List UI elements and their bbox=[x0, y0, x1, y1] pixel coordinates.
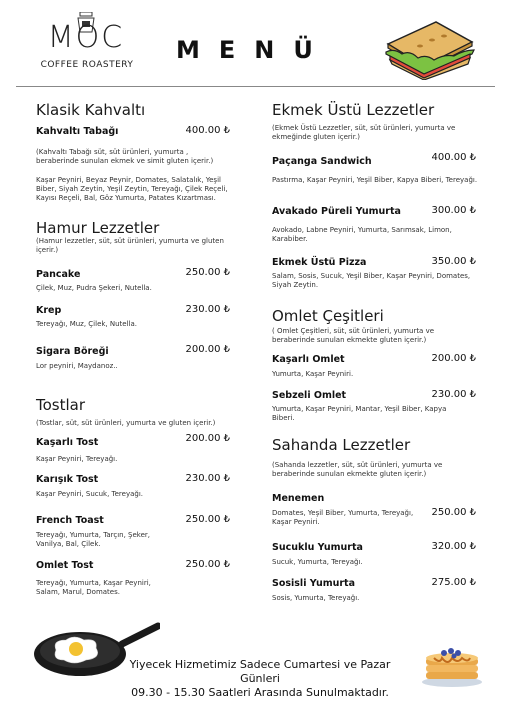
section-note-omlet-cesitleri: ( Omlet Çeşitleri, süt, süt ürünleri, yumurta ve beraberinde sunulan ekmekte gluten içerir.) bbox=[272, 327, 435, 344]
item-desc-menemen: Domates, Yeşil Biber, Yumurta, Tereyağı, Kaşar Peyniri. bbox=[272, 509, 414, 526]
item-name-french-toast: French Toast bbox=[36, 515, 104, 526]
item-price-karisik-tost: 230.00 ₺ bbox=[185, 473, 230, 484]
item-desc-karisik-tost: Kaşar Peyniri, Sucuk, Tereyağı. bbox=[36, 490, 144, 498]
item-desc-kasarli-omlet: Yumurta, Kaşar Peyniri. bbox=[272, 370, 354, 378]
item-price-menemen: 250.00 ₺ bbox=[431, 507, 476, 518]
item-price-sigara-boregi: 200.00 ₺ bbox=[185, 344, 230, 355]
item-desc-sucuklu-yumurta: Sucuk, Yumurta, Tereyağı. bbox=[272, 558, 363, 566]
item-desc-pacanga-sandwich: Pastırma, Kaşar Peyniri, Yeşil Biber, Kapya Biberi, Tereyağı. bbox=[272, 176, 478, 184]
item-price-omlet-tost: 250.00 ₺ bbox=[185, 559, 230, 570]
section-title-hamur-lezzetler: Hamur Lezzetler bbox=[36, 219, 160, 237]
item-name-pancake: Pancake bbox=[36, 269, 81, 280]
item-name-kasarli-omlet: Kaşarlı Omlet bbox=[272, 354, 345, 365]
item-desc-sebzeli-omlet: Yumurta, Kaşar Peyniri, Mantar, Yeşil Biber, Kapya Biberi. bbox=[272, 405, 447, 422]
item-price-krep: 230.00 ₺ bbox=[185, 304, 230, 315]
item-desc-sigara-boregi: Lor peyniri, Maydanoz.. bbox=[36, 362, 118, 370]
item-desc-krep: Tereyağı, Muz, Çilek, Nutella. bbox=[36, 320, 138, 328]
item-name-krep: Krep bbox=[36, 305, 62, 316]
item-name-avakado-pureli-yumurta: Avakado Püreli Yumurta bbox=[272, 206, 401, 217]
item-desc-kahvalti-tabagi: Kaşar Peyniri, Beyaz Peynir, Domates, Salatalık, Yeşil Biber, Siyah Zeytin, Yeşil Zeytin, Tereyağı, Çilek Reçeli, Kayısı Reçeli, Bal, Göz Yumurta, Patates Kızartması. bbox=[36, 176, 228, 202]
item-price-sebzeli-omlet: 230.00 ₺ bbox=[431, 389, 476, 400]
section-note-klasik-kahvalti: (Kahvaltı Tabağı süt, süt ürünleri, yumurta , beraberinde sunulan ekmek ve simit gluten içerir.) bbox=[36, 148, 214, 165]
item-price-avakado-pureli-yumurta: 300.00 ₺ bbox=[431, 205, 476, 216]
section-note-hamur-lezzetler: (Hamur lezzetler, süt, süt ürünleri, yumurta ve gluten içerir.) bbox=[36, 237, 224, 254]
item-desc-omlet-tost: Tereyağı, Yumurta, Kaşar Peyniri, Salam, Marul, Domates. bbox=[36, 579, 151, 596]
item-price-sosisli-yumurta: 275.00 ₺ bbox=[431, 577, 476, 588]
page-title: MENÜ bbox=[176, 36, 332, 64]
pancakes-illustration bbox=[420, 642, 484, 688]
item-desc-pancake: Çilek, Muz, Pudra Şekeri, Nutella. bbox=[36, 284, 152, 292]
item-name-sigara-boregi: Sigara Böreği bbox=[36, 346, 109, 357]
item-name-sucuklu-yumurta: Sucuklu Yumurta bbox=[272, 542, 363, 553]
item-desc-kasarli-tost: Kaşar Peyniri, Tereyağı. bbox=[36, 455, 118, 463]
item-price-ekmek-ustu-pizza: 350.00 ₺ bbox=[431, 256, 476, 267]
item-price-kasarli-omlet: 200.00 ₺ bbox=[431, 353, 476, 364]
footer-line-1: Yiyecek Hizmetimiz Sadece Cumartesi ve Pazar Günleri bbox=[129, 658, 391, 685]
item-price-sucuklu-yumurta: 320.00 ₺ bbox=[431, 541, 476, 552]
item-name-sebzeli-omlet: Sebzeli Omlet bbox=[272, 390, 347, 401]
item-desc-ekmek-ustu-pizza: Salam, Sosis, Sucuk, Yeşil Biber, Kaşar Peyniri, Domates, Siyah Zeytin. bbox=[272, 272, 471, 289]
item-name-pacanga-sandwich: Paçanga Sandwich bbox=[272, 156, 372, 167]
footer-note bbox=[110, 658, 410, 700]
item-name-karisik-tost: Karışık Tost bbox=[36, 474, 99, 485]
item-price-pancake: 250.00 ₺ bbox=[185, 267, 230, 278]
header-divider bbox=[16, 86, 495, 87]
section-title-sahanda-lezzetler: Sahanda Lezzetler bbox=[272, 436, 411, 454]
section-title-tostlar: Tostlar bbox=[36, 396, 86, 414]
logo-subtitle: COFFEE ROASTERY bbox=[40, 60, 134, 70]
item-name-sosisli-yumurta: Sosisli Yumurta bbox=[272, 578, 356, 589]
footer-line-2: 09.30 - 15.30 Saatleri Arasında Sunulmaktadır. bbox=[131, 686, 389, 699]
item-name-ekmek-ustu-pizza: Ekmek Üstü Pizza bbox=[272, 257, 367, 268]
item-desc-sosisli-yumurta: Sosis, Yumurta, Tereyağı. bbox=[272, 594, 360, 602]
item-name-menemen: Menemen bbox=[272, 493, 325, 504]
item-price-pacanga-sandwich: 400.00 ₺ bbox=[431, 152, 476, 163]
section-title-omlet-cesitleri: Omlet Çeşitleri bbox=[272, 307, 384, 325]
logo bbox=[36, 12, 136, 74]
item-desc-avakado-pureli-yumurta: Avokado, Labne Peyniri, Yumurta, Sarımsak, Limon, Karabiber. bbox=[272, 226, 452, 243]
item-name-kasarli-tost: Kaşarlı Tost bbox=[36, 437, 99, 448]
item-price-french-toast: 250.00 ₺ bbox=[185, 514, 230, 525]
section-note-ekmek-ustu-lezzetler: (Ekmek Üstü Lezzetler, süt, süt ürünleri, yumurta ve ekmeğinde gluten içerir.) bbox=[272, 124, 456, 141]
item-name-kahvalti-tabagi: Kahvaltı Tabağı bbox=[36, 126, 119, 137]
logo-text: MOC bbox=[47, 20, 125, 55]
section-note-sahanda-lezzetler: (Sahanda lezzetler, süt, süt ürünleri, yumurta ve beraberinde sunulan ekmekte gluten içerir.) bbox=[272, 461, 443, 478]
section-title-klasik-kahvalti: Klasik Kahvaltı bbox=[36, 101, 146, 119]
sandwich-illustration bbox=[384, 14, 476, 80]
section-title-ekmek-ustu-lezzetler: Ekmek Üstü Lezzetler bbox=[272, 101, 435, 119]
item-price-kahvalti-tabagi: 400.00 ₺ bbox=[185, 125, 230, 136]
item-desc-french-toast: Tereyağı, Yumurta, Tarçın, Şeker, Vanilya, Bal, Çilek. bbox=[36, 531, 150, 548]
section-note-tostlar: (Tostlar, süt, süt ürünleri, yumurta ve gluten içerir.) bbox=[36, 419, 216, 427]
item-name-omlet-tost: Omlet Tost bbox=[36, 560, 94, 571]
item-price-kasarli-tost: 200.00 ₺ bbox=[185, 433, 230, 444]
